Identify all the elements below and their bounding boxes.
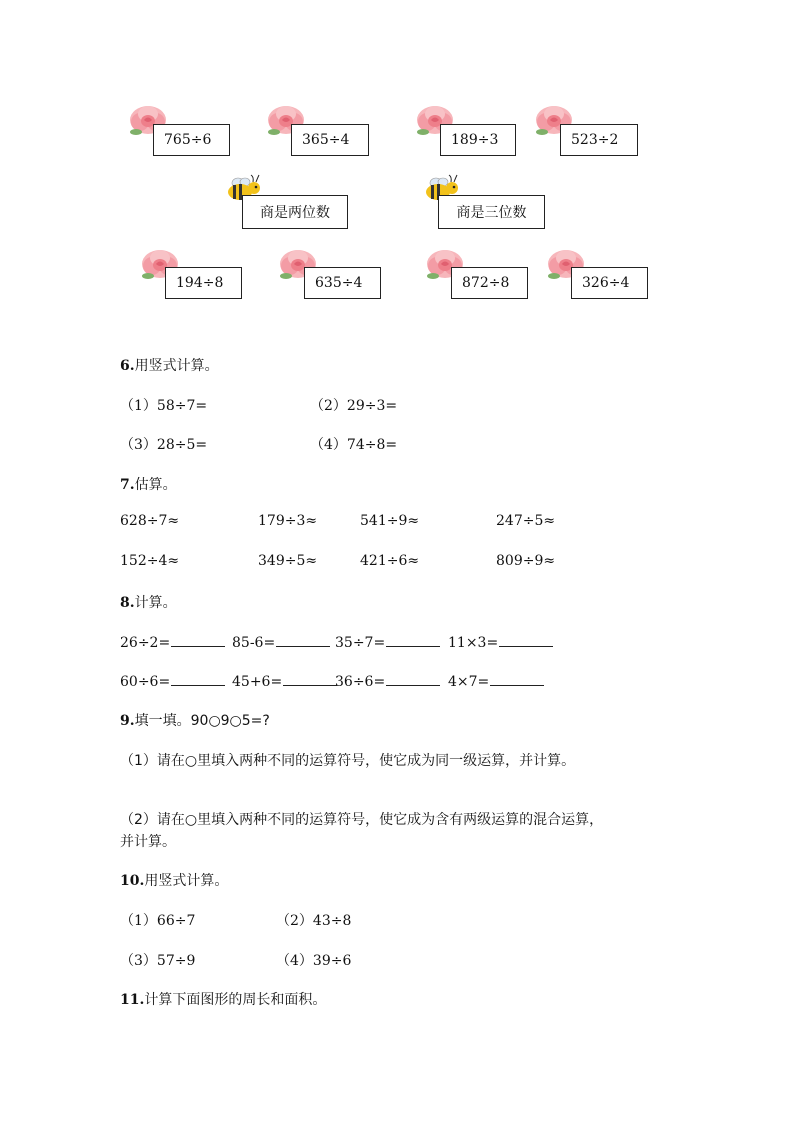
q6-item: （4）74÷8= xyxy=(310,437,398,453)
answer-blank[interactable] xyxy=(386,671,440,686)
q10-item: （1）66÷7 xyxy=(120,913,196,929)
division-expression: 765÷6 xyxy=(164,132,212,148)
q9-title: 填一填。90○9○5=? xyxy=(134,713,270,729)
division-expression: 872÷8 xyxy=(462,275,510,291)
q8-title: 计算。 xyxy=(134,595,177,611)
division-expression: 365÷4 xyxy=(302,132,350,148)
division-box xyxy=(153,124,230,156)
q7-item: 809÷9≈ xyxy=(496,553,556,569)
q6-number: 6. xyxy=(120,358,135,374)
q7-item: 179÷3≈ xyxy=(258,513,318,529)
q8-item xyxy=(335,632,440,651)
q9-number: 9. xyxy=(120,713,135,729)
q6-title: 用竖式计算。 xyxy=(134,358,219,374)
division-expression: 326÷4 xyxy=(582,275,630,291)
q6-heading xyxy=(120,355,219,375)
division-box xyxy=(440,124,516,156)
division-expression: 194÷8 xyxy=(176,275,224,291)
q8-item xyxy=(120,632,225,651)
q7-number: 7. xyxy=(120,477,135,493)
q8-expression: 36÷6= xyxy=(335,674,386,690)
division-expression: 189÷3 xyxy=(451,132,499,148)
q8-expression: 26÷2= xyxy=(120,635,171,651)
q8-number: 8. xyxy=(120,595,135,611)
q11-number: 11. xyxy=(120,992,145,1008)
q7-item: 349÷5≈ xyxy=(258,553,318,569)
q10-title: 用竖式计算。 xyxy=(144,873,229,889)
q6-item: （3）28÷5= xyxy=(120,437,208,453)
q8-expression: 35÷7= xyxy=(335,635,386,651)
q9-part1: （1）请在○里填入两种不同的运算符号，使它成为同一级运算，并计算。 xyxy=(120,753,576,769)
division-box xyxy=(571,267,648,299)
division-expression: 523÷2 xyxy=(571,132,619,148)
answer-blank[interactable] xyxy=(283,671,337,686)
division-box xyxy=(451,267,528,299)
q8-item xyxy=(120,671,225,690)
answer-blank[interactable] xyxy=(499,632,553,647)
two-digit-quotient-tag xyxy=(242,195,348,229)
division-box xyxy=(291,124,369,156)
tag-label: 商是三位数 xyxy=(456,205,527,221)
q8-expression: 11×3= xyxy=(448,635,499,651)
q10-item: （3）57÷9 xyxy=(120,953,196,969)
division-expression: 635÷4 xyxy=(315,275,363,291)
q8-heading xyxy=(120,592,177,612)
q8-expression: 85-6= xyxy=(232,635,276,651)
q11-heading xyxy=(120,989,326,1009)
q7-heading xyxy=(120,474,177,494)
division-box xyxy=(165,267,242,299)
q7-item: 421÷6≈ xyxy=(360,553,420,569)
q8-expression: 4×7= xyxy=(448,674,490,690)
q8-item xyxy=(448,632,553,651)
q6-item: （1）58÷7= xyxy=(120,398,208,414)
q10-item: （4）39÷6 xyxy=(276,953,352,969)
q10-item: （2）43÷8 xyxy=(276,913,352,929)
q9-heading xyxy=(120,710,270,730)
answer-blank[interactable] xyxy=(490,671,544,686)
q8-item xyxy=(232,671,337,690)
q8-item xyxy=(335,671,440,690)
answer-blank[interactable] xyxy=(171,671,225,686)
q10-number: 10. xyxy=(120,873,145,889)
answer-blank[interactable] xyxy=(171,632,225,647)
q9-part2-line2: 并计算。 xyxy=(120,834,176,850)
division-box xyxy=(560,124,638,156)
three-digit-quotient-tag xyxy=(438,195,545,229)
q10-heading xyxy=(120,870,228,890)
q8-expression: 60÷6= xyxy=(120,674,171,690)
q8-expression: 45+6= xyxy=(232,674,283,690)
q8-item xyxy=(232,632,330,651)
tag-label: 商是两位数 xyxy=(260,205,330,221)
q7-item: 152÷4≈ xyxy=(120,553,180,569)
answer-blank[interactable] xyxy=(276,632,330,647)
q9-part2-line1: （2）请在○里填入两种不同的运算符号，使它成为含有两级运算的混合运算， xyxy=(120,812,604,828)
q8-item xyxy=(448,671,544,690)
division-box xyxy=(304,267,381,299)
q7-item: 541÷9≈ xyxy=(360,513,420,529)
q7-item: 247÷5≈ xyxy=(496,513,556,529)
q11-title: 计算下面图形的周长和面积。 xyxy=(144,992,327,1008)
q7-title: 估算。 xyxy=(134,477,177,493)
answer-blank[interactable] xyxy=(386,632,440,647)
q6-item: （2）29÷3= xyxy=(310,398,398,414)
q7-item: 628÷7≈ xyxy=(120,513,180,529)
